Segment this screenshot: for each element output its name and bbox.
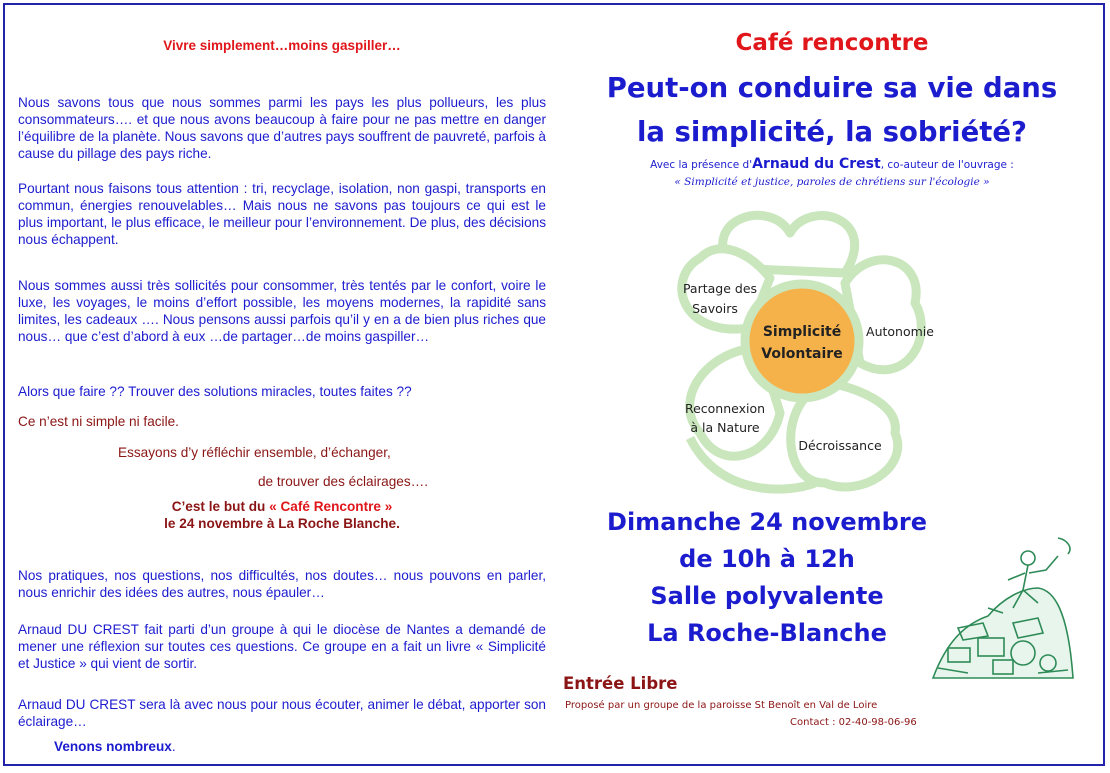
petal-label-autonomie: Autonomie: [866, 324, 934, 339]
paragraph-3: Nous sommes aussi très sollicités pour consommer, très tentés par le confort, voire le luxe, les voyages, le moins d’effort possible, les moyens modernes, la rapidité sans limites, les cadeaux …. Nous pensons aussi parfois qu’il y en a de bien plus riches que nous… que c’est d’abord à eux …de partager…de moins gaspiller…: [18, 277, 546, 344]
closing-period: .: [171, 739, 176, 754]
event-town: La Roche-Blanche: [647, 619, 887, 647]
main-question: [562, 66, 1102, 154]
purpose-text-c: le 24 novembre à La Roche Blanche.: [164, 516, 400, 531]
center-label-2: Volontaire: [761, 346, 843, 362]
guest-name: Arnaud du Crest: [752, 156, 881, 172]
purpose-text-a: C’est le but du: [171, 499, 266, 514]
consumer-illustration: [928, 528, 1078, 680]
petal-label-reconnexion-1: Reconnexion: [684, 401, 766, 416]
center-label-1: Simplicité: [762, 324, 842, 340]
event-venue: Salle polyvalente: [650, 582, 884, 610]
question-line-2: la simplicité, la sobriété?: [637, 116, 1027, 148]
paragraph-11: Arnaud DU CREST sera là avec nous pour nous écouter, animer le débat, apporter son éclairage…: [18, 696, 546, 729]
cafe-title: Café rencontre: [735, 30, 929, 56]
book-title: « Simplicité et justice, paroles de chrétiens sur l'écologie »: [674, 176, 990, 188]
left-title: Vivre simplement…moins gaspiller…: [163, 38, 401, 53]
paragraph-6: Essayons d’y réfléchir ensemble, d’échanger,: [118, 444, 391, 460]
flower-center: [745, 284, 859, 398]
petal-label-decroissance: Décroissance: [798, 438, 882, 453]
flower-diagram: [660, 198, 940, 498]
organizer-line: Proposé par un groupe de la paroisse St Benoît en Val de Loire: [565, 700, 878, 711]
purpose-text-b: « Café Rencontre »: [269, 499, 393, 514]
guest-line: [562, 156, 1102, 172]
paragraph-4: Alors que faire ?? Trouver des solutions miracles, toutes faites ??: [18, 383, 412, 399]
paragraph-2: Pourtant nous faisons tous attention : tri, recyclage, isolation, non gaspi, transports en commun, énergies renouvelables… Mais nous ne savons pas toujours ce qui est le plus important, le plus efficace, le meilleur pour l’environnement. De plus, des décisions nous échappent.: [18, 180, 546, 247]
paragraph-1: Nous savons tous que nous sommes parmi les pays les plus pollueurs, les plus consommateurs…. et que nous avons beaucoup à faire pour ne pas mettre en danger l’équilibre de la planète. Nous savons que d’autres pays souffrent de pauvreté, parfois à cause du pillage des pays riche.: [18, 94, 546, 161]
paragraph-10: Arnaud DU CREST fait parti d’un groupe à qui le diocèse de Nantes a demandé de mener une réflexion sur toutes ces questions. Ce groupe en a fait un livre « Simplicité et Justice » qui vient de sortir.: [18, 621, 546, 671]
event-date: Dimanche 24 novembre: [607, 508, 927, 536]
paragraph-7: de trouver des éclairages….: [258, 473, 429, 489]
petal-label-partage-2: Savoirs: [692, 301, 738, 316]
event-details: [562, 504, 972, 652]
contact-phone: Contact : 02-40-98-06-96: [790, 717, 917, 728]
paragraph-9: Nos pratiques, nos questions, nos difficultés, nos doutes… nous pouvons en parler, nous enrichir des idées des autres, nous épauler…: [18, 567, 546, 600]
paragraph-5: Ce n’est ni simple ni facile.: [18, 413, 179, 429]
event-time: de 10h à 12h: [679, 545, 855, 573]
petal-label-reconnexion-2: à la Nature: [690, 420, 760, 435]
closing-line: [18, 738, 546, 755]
question-line-1: Peut-on conduire sa vie dans: [606, 72, 1058, 104]
entry-free: Entrée Libre: [563, 674, 678, 693]
petal-label-partage-1: Partage des: [682, 281, 758, 296]
cafe-purpose: [18, 498, 546, 532]
closing-bold: Venons nombreux: [54, 739, 172, 754]
guest-suffix: , co-auteur de l'ouvrage :: [880, 159, 1014, 171]
guest-prefix: Avec la présence d': [650, 159, 753, 171]
